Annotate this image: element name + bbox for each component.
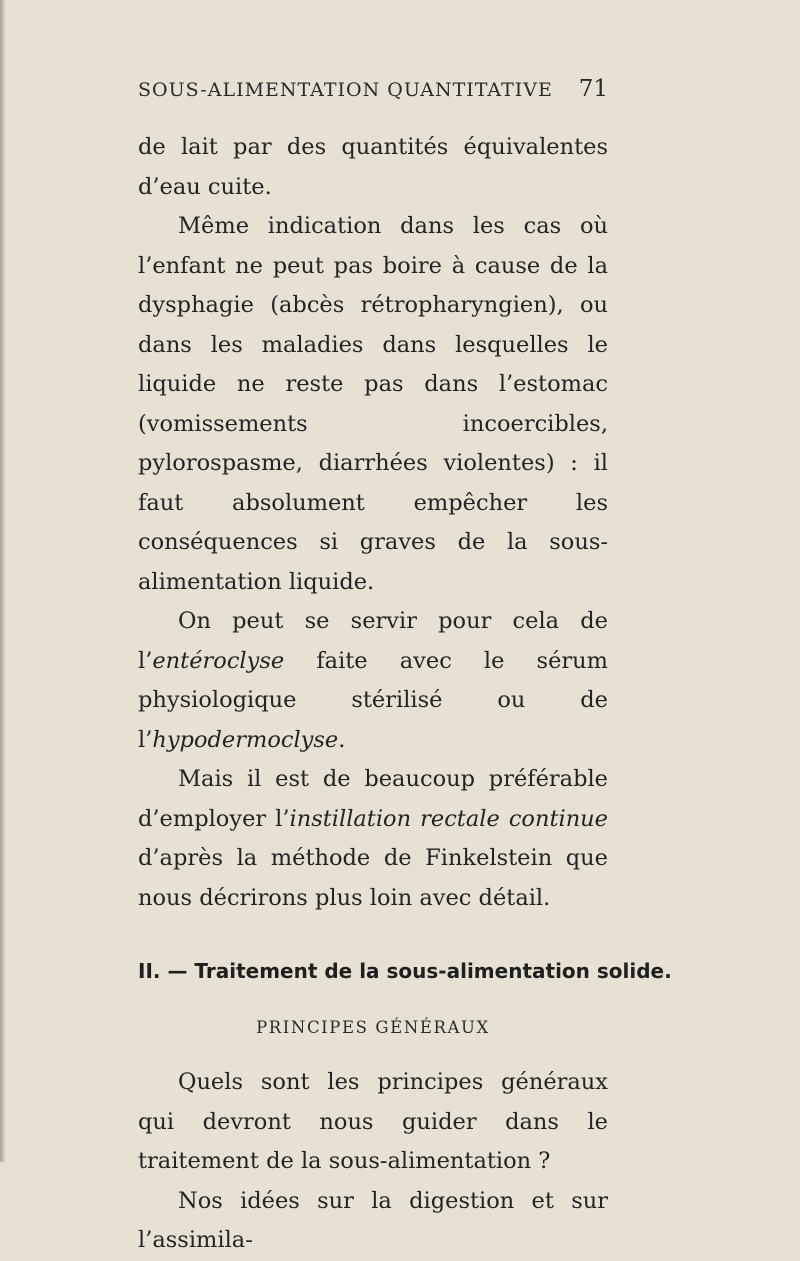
paragraph-dysphagia: Même indication dans les cas où l’enfant ne peut pas boire à cause de la dysphagie (abcès rétropharyngien), ou dans les maladies dans lesquelles le liquide ne reste pas dans l’estomac (vomissements incoercibles, pylorospasme, diarrhées violentes) : il faut absolument empêcher les conséquences si graves de la sous-alimentation liquide. <box>138 213 608 595</box>
text-segment: Mais il est de beaucoup préférable d’employer l’ <box>138 766 608 832</box>
page-number: 71 <box>578 76 608 102</box>
paragraph-digestion: Nos idées sur la digestion et sur l’assimila- <box>138 1187 608 1253</box>
running-title: SOUS-ALIMENTATION QUANTITATIVE <box>138 79 553 101</box>
section-subheading: PRINCIPES GÉNÉRAUX <box>256 1018 490 1037</box>
text-segment: faite avec le sérum physiologique stérilisé ou de l’ <box>138 647 608 753</box>
body-text <box>138 128 672 1261</box>
paragraph-continuation: de lait par des quantités équivalentes d’eau cuite. <box>138 134 608 200</box>
term-hypodermoclyse: hypodermoclyse <box>152 726 339 753</box>
page-edge <box>0 0 6 1162</box>
text-segment: On peut se servir pour cela de l’ <box>138 608 608 674</box>
text-segment: d’après la méthode de Finkelstein que nous décrirons plus loin avec détail. <box>138 845 608 911</box>
paragraph-principles: Quels sont les principes généraux qui devront nous guider dans le traitement de la sous-alimentation ? <box>138 1069 608 1174</box>
page-header <box>138 76 608 106</box>
paragraph-rectal-instillation <box>138 760 608 918</box>
section-heading: II. — Traitement de la sous-alimentation solide. <box>138 959 672 983</box>
term-enteroclyse: entéroclyse <box>152 647 285 674</box>
term-instillation-rectale: instillation rectale continue <box>289 805 608 832</box>
text-segment: . <box>338 726 346 753</box>
paragraph-enteroclysis <box>138 602 608 760</box>
